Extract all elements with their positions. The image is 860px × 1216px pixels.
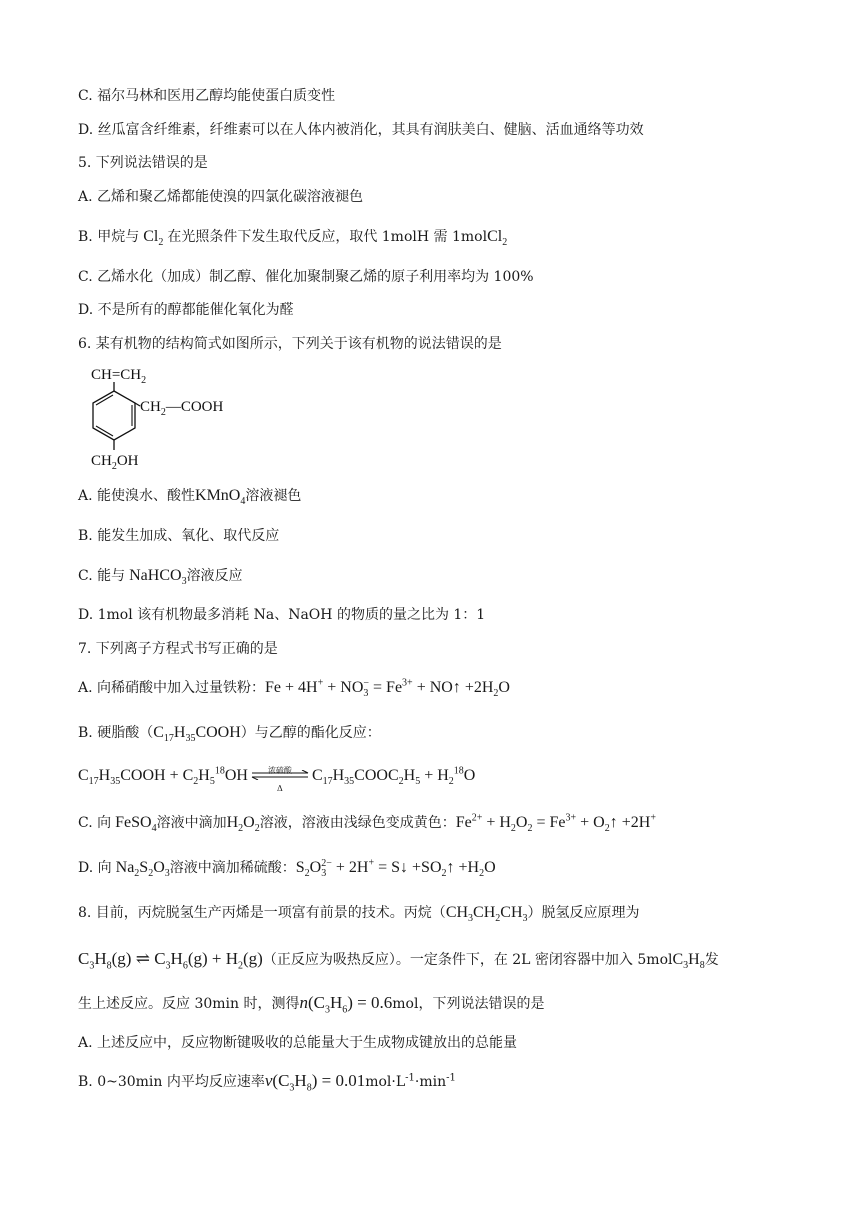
- hydroxymethyl-group: $CH_2OH$: [91, 453, 139, 472]
- q8-condition: 生上述反应。反应 30min 时，测得$n(C_3H_6) = 0.6mol$，下列说法错误的是: [78, 993, 545, 1016]
- q6-option-d: D. 1mol 该有机物最多消耗 Na、NaOH 的物质的量之比为 1：1: [78, 607, 486, 623]
- q6-option-c: C. 能与 NaHCO$_3$溶液反应: [78, 567, 243, 588]
- option-d-prev: D. 丝瓜富含纤维素，纤维素可以在人体内被消化，其具有润肤美白、健脑、活血通络等功效: [78, 122, 644, 138]
- q5-option-d: D. 不是所有的醇都能催化氧化为醛: [78, 302, 294, 318]
- q7-option-d: D. 向 $Na_2S_2O_3$溶液中滴加稀硫酸：$S_2O_3^{2-} + 2H^+$ = S↓ $+SO_2↑ +H_2O$: [78, 857, 496, 880]
- q6-option-b: B. 能发生加成、氧化、取代反应: [78, 528, 280, 544]
- q6-option-a: A. 能使溴水、酸性KMnO$_4$溶液褪色: [78, 487, 302, 508]
- reversible-arrow-icon: 浓硫酸 Δ: [250, 765, 310, 787]
- vinyl-group: $CH=CH_2$: [91, 367, 147, 386]
- q7-option-b: B. 硬脂酸$(C_{17}H_{35}COOH)$与乙醇的酯化反应：: [78, 724, 381, 745]
- question-6: 6. 某有机物的结构简式如图所示，下列关于该有机物的说法错误的是: [78, 336, 502, 352]
- q8-option-b: B. 0~30min 内平均反应速率$v(C_3H_8) = 0.01mol\cdot L^{-1}\cdot\min^{-1}$: [78, 1071, 456, 1094]
- question-5: 5. 下列说法错误的是: [78, 155, 208, 171]
- q8-equation: $C_3H_8(g)$ ⇌ $C_3H_6(g) + H_2(g)$（正反应为吸热反应）。一定条件下，在 2L 密闭容器中加入 $5molC_3H_8$发: [78, 949, 719, 972]
- q5-option-c: C. 乙烯水化（加成）制乙醇、催化加聚制聚乙烯的原子利用率均为 100%: [78, 269, 534, 285]
- q5-option-b: B. 甲烷与 $Cl_2$ 在光照条件下发生取代反应，取代 1molH 需 1molCl$_2$: [78, 228, 508, 249]
- question-8: 8. 目前，丙烷脱氢生产丙烯是一项富有前景的技术。丙烷$(CH_3CH_2CH_3)$脱氢反应原理为: [78, 904, 640, 925]
- q7-option-a: A. 向稀硝酸中加入过量铁粉：$Fe + 4H^+ + NO_3^- = Fe^{3+}$ + NO↑ $+2H_2O$: [78, 677, 510, 700]
- q5-option-a: A. 乙烯和聚乙烯都能使溴的四氯化碳溶液褪色: [78, 189, 364, 205]
- option-c-prev: C. 福尔马林和医用乙醇均能使蛋白质变性: [78, 88, 336, 104]
- q7-equation-b: $C_{17}H_{35}COOH + C_2H_5^{18}OH$ 浓硫酸 Δ $C_{17}H_{35}COOC_2H_5 + H_2^{18}O$: [78, 765, 476, 793]
- structural-formula: [88, 362, 288, 472]
- q7-option-c: C. 向 FeSO$_4$溶液中滴加$H_2O_2$溶液，溶液由浅绿色变成黄色：$Fe^{2+} + H_2O_2 = Fe^{3+}$ + $O_2↑ +2H^+$: [78, 812, 656, 835]
- acetic-group: $CH_2—COOH$: [140, 399, 224, 418]
- q8-option-a: A. 上述反应中，反应物断键吸收的总能量大于生成物成键放出的总能量: [78, 1035, 518, 1051]
- question-7: 7. 下列离子方程式书写正确的是: [78, 641, 278, 657]
